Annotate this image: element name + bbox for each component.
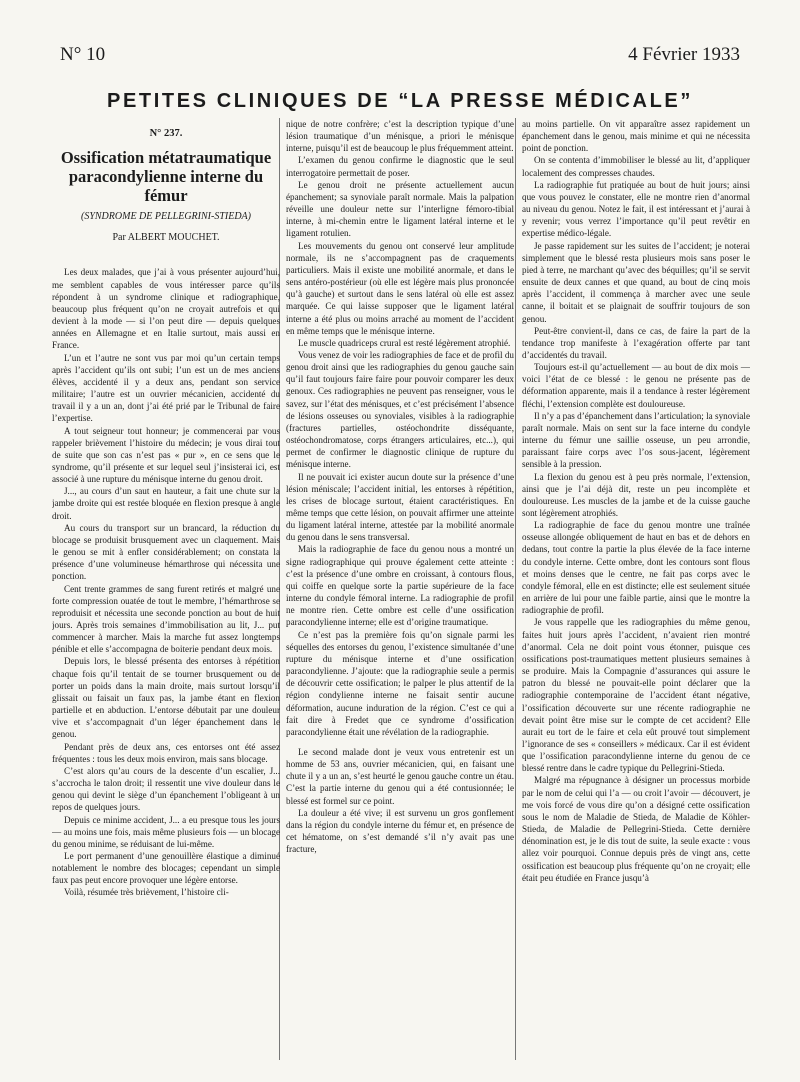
paragraph: Depuis ce minime accident, J... a eu presque tous les jours — au moins une fois, mais même plusieurs fois — un blocage du genou minime, se réduisant de lui-même. [52, 814, 280, 849]
column-3 [522, 118, 750, 1062]
paragraph: Au cours du transport sur un brancard, la réduction du blocage se produisit brusquement avec un claquement. Mais le genou se mit à enfler considérablement; on constata la présence d’une volumineuse hémarthrose qui nécessita une ponction. [52, 522, 280, 582]
paragraph: Je passe rapidement sur les suites de l’accident; je noterai simplement que le blessé resta plusieurs mois sans poser le pied à terre, ne marchant qu’avec des béquilles; qu’il se servit ensuite de deux cannes et que quand, au bout de cinq mois après l’accident, il commença à marcher avec une seule canne, il boitait et se plaignait de souffrir toujours de son genou. [522, 240, 750, 324]
article-author: Par ALBERT MOUCHET. [112, 232, 220, 244]
paragraph: Le genou droit ne présente actuellement aucun épanchement; sa synoviale paraît normale. Mais la palpation réveille une douleur nette sur l’interligne fémoro-tibial interne, à mi-chemin entre le ligament latéral interne et le ligament rotulien. [286, 179, 514, 239]
paragraph: La radiographie de face du genou montre une traînée osseuse allongée obliquement de haut en bas et de dehors en dedans, tout contre la partie la plus élevée de la face interne du condyle interne. Cette ombre, dont les contours sont flous et moins denses que le centre, ne fait pas corps avec le condyle fémoral, elle en est distincte; elle est seulement située en arrière de lui pour une faible partie, ainsi que le montre la radiographie de profil. [522, 520, 750, 616]
paragraph: au moins partielle. On vit apparaître assez rapidement un épanchement dans le genou, mais minime et qui ne nécessita point de ponction. [522, 119, 750, 154]
paragraph: Malgré ma répugnance à désigner un processus morbide par le nom de celui qui l’a — ou croit l’avoir — découvert, je me vois forcé de vous dire qu’on a désigné cette ossification sous le nom de Maladie de Stieda, de Maladie de Köhler-Stieda, de Maladie de Pellegrini-Stieda. Cette dernière dénomination est, je le dis tout de suite, la seule exacte : vous allez voir pourquoi. Connue depuis près de vingt ans, cette ossification est beaucoup plus fréquente qu’on ne croyait; elle était peu étudiée en France jusqu’à [522, 775, 750, 883]
column-2 [286, 118, 514, 1062]
paragraph: Voilà, résumée très brièvement, l’histoire cli- [64, 887, 229, 898]
column-1 [52, 128, 280, 1072]
section-gap [286, 738, 514, 746]
issue-number: N° 10 [60, 44, 106, 65]
paragraph: On se contenta d’immobiliser le blessé au lit, d’appliquer localement des compresses chaudes. [522, 155, 750, 178]
paragraph: C’est alors qu’au cours de la descente d’un escalier, J... s’accrocha le talon droit; il ressentit une vive douleur dans le genou qui devint le siège d’un épanchement l’obligeant à un repos de quelques jours. [52, 765, 280, 813]
paragraph: Je vous rappelle que les radiographies du même genou, faites huit jours après l’accident, n’avaient rien montré d’anormal. Cela ne doit point vous étonner, puisque ces ossifications post-traumatiques mettent plusieurs semaines à se produire. Mais la Compagnie d’assurances qui assure le patron du blessé ne pouvait-elle point déclarer que la radiographie contemporaine de l’accident étant négative, l’ossification découverte sur une récente radiographie ne devait point être mise sur le compte de cet accident? Elle aurait eu tort de le faire et cela eût prouvé tout simplement l’ignorance de ses « conseillers » médicaux. Car il est évident que l’ossification paracondylienne interne du genou de ce blessé rentre dans le cadre typique du Pellegrini-Stieda. [522, 617, 750, 774]
paragraph: Il ne pouvait ici exister aucun doute sur la présence d’une lésion méniscale; l’accident initial, les entorses à répétition, les crises de blocage surtout, étaient caractéristiques. En même temps que cette lésion, on pouvait affirmer une atteinte du ligament latéral interne, attestée par la mobilité anormale du genou dans le sens transversal. [286, 471, 514, 543]
article-title: Ossification métatraumatique paracondylienne interne du fémur [60, 148, 272, 206]
paragraph: Pendant près de deux ans, ces entorses ont été assez fréquentes : tous les deux mois environ, mais sans blocage. [52, 741, 280, 764]
paragraph: L’examen du genou confirme le diagnostic que le seul interrogatoire permettait de poser. [286, 155, 514, 178]
paragraph: Le second malade dont je veux vous entretenir est un homme de 53 ans, ouvrier mécanicien, qui, en faisant une chute il y a un an, s’est heurté le genou gauche contre un étau. C’est la partie interne du genou qui a été contusionnée; le blessé est formel sur ce point. [286, 746, 514, 806]
paragraph: Vous venez de voir les radiographies de face et de profil du genou droit ainsi que les radiographies du genou gauche sain qu’il faut toujours faire faire pour pouvoir comparer les deux genoux. Ces radiographies ne peuvent pas renseigner, vous le savez, sur l’état des ménisques, et c’est précisément l’absence de lésions osseuses ou synoviales, visibles à la radiographie (fractures partielles, ostéochondrite disséquante, ostéochondromatose, corps étrangers articulaires, etc...), qui permet de confirmer le diagnostic clinique de rupture du ménisque interne. [286, 349, 514, 470]
paragraph: Il n’y a pas d’épanchement dans l’articulation; la synoviale paraît normale. Mais on sent sur la face interne du condyle interne du fémur une saillie osseuse, un peu arrondie, paraissant faire corps avec l’os sous-jacent, légèrement sensible à la pression. [522, 410, 750, 470]
paragraph: A tout seigneur tout honneur; je commencerai par vous rappeler brièvement l’histoire du médecin; je vous dirai tout de suite que son cas n’est pas « pur », en ce sens que le syndrome, qu’il présente et sur lequel seul j’insisterai ici, est associé à une rupture du ménisque interne du genou droit. [52, 425, 280, 485]
paragraph: Ce n’est pas la première fois qu’on signale parmi les séquelles des entorses du genou, l’existence simultanée d’une rupture du ménisque interne et d’une ossification paracondylienne. J’ajoute: que la radiographie seule a permis de découvrir cette ossification; le palper le plus attentif de la région condylienne interne ne faisait sentir aucune déformation, aucune induration de la région. C’est ce qui a fait dire à Fredet que ce syndrome d’ossification paracondylienne était une révélation de la radiographie. [286, 629, 514, 737]
paragraph: L’un et l’autre ne sont vus par moi qu’un certain temps après l’accident qu’ils ont subi; l’un est un de mes anciens élèves, accidenté il y a deux ans, pendant son service militaire; l’autre est un ouvrier mécanicien, accidenté du travail il y a un an, dont j’ai été prié par le Tribunal de faire l’expertise. [52, 352, 280, 424]
column-rule [515, 118, 516, 1060]
paragraph: J..., au cours d’un saut en hauteur, a fait une chute sur la jambe droite qui est restée bloquée en flexion presque à angle droit. [52, 486, 280, 521]
paragraph: Mais la radiographie de face du genou nous a montré un signe radiographique qui prouve également cette atteinte : c’est la présence d’une ombre en croissant, à contours flous, qui coiffe en quelque sorte la partie supérieure de la face interne du condyle fémoral interne. La radiographie de profil ne montre rien. Cette ombre est celle d’une ossification paracondylienne interne; elle est d’origine traumatique. [286, 544, 514, 628]
running-header [60, 44, 740, 68]
paragraph: Cent trente grammes de sang furent retirés et malgré une forte compression ouatée de tout le membre, l’hémarthrose se reproduisit et nécessita une seconde ponction au bout de huit jours. Après trois semaines d’immobilisation au lit, J... put commencer à marcher. Mais la marche fut assez longtemps pénible et elle s’accompagna de boiterie pendant deux mois. [52, 583, 280, 655]
journal-title: PETITES CLINIQUES DE “LA PRESSE MÉDICALE” [107, 90, 693, 112]
paragraph: La radiographie fut pratiquée au bout de huit jours; ainsi que vous pouvez le constater, elle ne montre rien d’anormal au niveau du genou. Notez le fait, il est intéressant et j’aurai à y revenir; vous verrez l’importance qu’il peut revêtir en expertise médico-légale. [522, 179, 750, 239]
article-number: N° 237. [149, 128, 183, 139]
paragraph: La flexion du genou est à peu près normale, l’extension, ainsi que je l’ai déjà dit, reste un peu incomplète et douloureuse. Les muscles de la jambe et de la cuisse gauche sont légèrement atrophiés. [522, 471, 750, 518]
paragraph: Toujours est-il qu’actuellement — au bout de dix mois — voici l’état de ce blessé : le genou ne présente pas de déformation apparente, mais il a tendance à rester légèrement fléchi, l’extension complète est douloureuse. [522, 362, 750, 409]
paragraph: La douleur a été vive; il est survenu un gros gonflement dans la région du condyle interne du fémur et, en présence de cet hématome, on s’est demandé s’il n’y avait pas une fracture, [286, 807, 514, 855]
paragraph: Le port permanent d’une genouillère élastique a diminué notablement le nombre des blocages; cependant un simple faux pas peut encore provoquer une légère entorse. [52, 850, 280, 886]
paragraph: Peut-être convient-il, dans ce cas, de faire la part de la tendance trop manifeste à l’exagération offerte par tant d’accidentés du travail. [522, 325, 750, 360]
article-subtitle: (SYNDROME DE PELLEGRINI-STIEDA) [81, 211, 251, 223]
paragraph: Le muscle quadriceps crural est resté légèrement atrophié. [298, 337, 511, 348]
issue-date: 4 Février 1933 [628, 44, 740, 65]
paragraph: Les deux malades, que j’ai à vous présenter aujourd’hui, me semblent capables de vous intéresser parce qu’ils répondent à un syndrome clinique et radiographique, beaucoup plus fréquent qu’on ne croyait autrefois et qui devient à la mode — si l’on peut dire — depuis quelques années en Allemagne et en Italie surtout, mais aussi en France. [52, 267, 280, 351]
paragraph: nique de notre confrère; c’est la description typique d’une lésion traumatique d’un ménisque, a priori le ménisque interne, puisqu’il est de beaucoup le plus fréquemment atteint. [286, 119, 514, 154]
paragraph: Depuis lors, le blessé présenta des entorses à répétition chaque fois qu’il tentait de se tourner brusquement ou de porter un poids dans la main droite, mais surtout lorsqu’il glissait ou faisait un faux pas, la jambe étant en flexion partielle et en abduction. L’entorse débutait par une douleur vive et s’accompagnait d’un léger épanchement dans le genou. [52, 656, 280, 740]
paragraph: Les mouvements du genou ont conservé leur amplitude normale, ils ne s’accompagnent pas de craquements particuliers. Mais il existe une mobilité anormale, et dans le sens antéro-postérieur (où elle est légère mais plus prononcée qu’à gauche) et surtout dans le sens latéral où elle est assez marquée. Ce qui laisse supposer que le ligament latéral interne a été plus ou moins arraché au moment de l’accident en même temps que le ménisque interne. [286, 240, 514, 336]
